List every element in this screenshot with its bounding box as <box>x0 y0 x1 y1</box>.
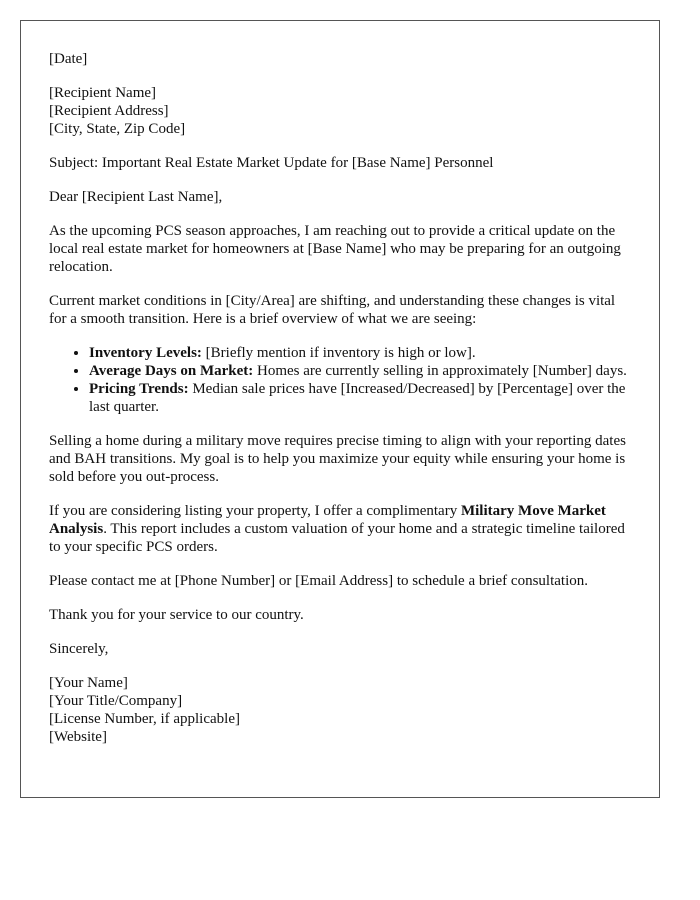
list-item-label: Pricing Trends: <box>89 381 189 397</box>
market-overview-list <box>49 344 631 416</box>
list-item-label: Average Days on Market: <box>89 363 254 379</box>
offer-product-name: Military Move Market Analysis <box>49 503 606 537</box>
paragraph-contact: Please contact me at [Phone Number] or [Email Address] to schedule a brief consultation. <box>49 573 589 589</box>
paragraph-timing: Selling a home during a military move requires precise timing to align with your reporting dates and BAH transitions. My goal is to help you maximize your equity while ensuring your home is sold before you out-process. <box>49 433 626 485</box>
list-item-text: Homes are currently selling in approximately [Number] days. <box>253 363 627 379</box>
list-item-inventory <box>89 344 631 362</box>
date-line <box>49 50 631 68</box>
list-item-pricing-trends <box>89 380 631 416</box>
subject-line: Subject: Important Real Estate Market Update for [Base Name] Personnel <box>49 155 494 171</box>
signature-website: [Website] <box>49 729 107 745</box>
recipient-city-state-zip: [City, State, Zip Code] <box>49 121 186 137</box>
recipient-address: [Recipient Address] <box>49 103 169 119</box>
offer-text-after: . This report includes a custom valuation of your home and a strategic timeline tailored to your specific PCS orders. <box>49 521 625 555</box>
recipient-name: [Recipient Name] <box>49 85 157 101</box>
list-item-days-on-market <box>89 362 631 380</box>
letter-page <box>20 20 660 798</box>
list-item-label: Inventory Levels: <box>89 345 202 361</box>
paragraph-offer <box>49 502 631 556</box>
recipient-block <box>49 84 631 138</box>
date-text: [Date] <box>49 51 88 67</box>
closing: Sincerely, <box>49 641 109 657</box>
signature-title-company: [Your Title/Company] <box>49 693 183 709</box>
salutation: Dear [Recipient Last Name], <box>49 189 223 205</box>
list-item-text: [Briefly mention if inventory is high or low]. <box>201 345 476 361</box>
signature-block <box>49 674 631 746</box>
offer-text-before: If you are considering listing your property, I offer a complimentary <box>49 503 461 519</box>
paragraph-intro: As the upcoming PCS season approaches, I am reaching out to provide a critical update on the local real estate market for homeowners at [Base Name] who may be preparing for an outgoing relocation. <box>49 223 621 275</box>
paragraph-thanks: Thank you for your service to our country. <box>49 607 304 623</box>
paragraph-conditions: Current market conditions in [City/Area] are shifting, and understanding these changes is vital for a smooth transition. Here is a brief overview of what we are seeing: <box>49 293 616 327</box>
list-item-text: Median sale prices have [Increased/Decreased] by [Percentage] over the last quarter. <box>89 381 626 415</box>
signature-name: [Your Name] <box>49 675 128 691</box>
signature-license: [License Number, if applicable] <box>49 711 240 727</box>
